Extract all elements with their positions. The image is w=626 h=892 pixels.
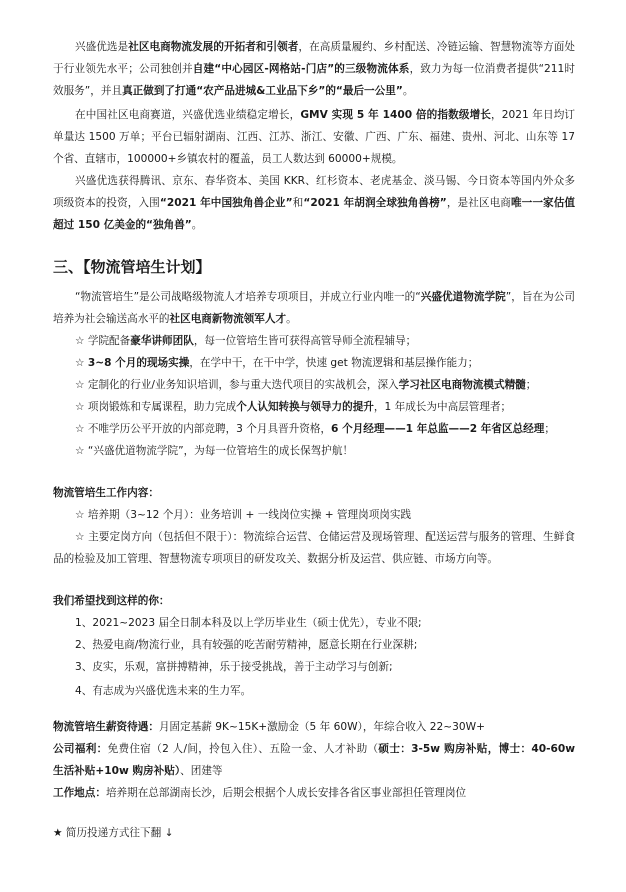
text: ，在高质量履约、乡村配送、冷链运输、智慧物流等方面处于行业领先水平；公司独创并: [53, 41, 576, 75]
text: ，致力为每一位消费者提供“211时效服务”，并且: [53, 63, 576, 97]
text: 兴盛优选获得腾讯、京东、春华资本、美国 KKR、红杉资本、老虎基金、淡马锡、今日资本等国内外众多项级资本的投资，入围: [53, 175, 575, 209]
text: 、团建等: [180, 765, 223, 777]
work-item: ☆ 主要定岗方向（包括但不限于）：物流综合运营、仓储运营及现场管理、配送运营与服务的管理、生鲜食品的检验及加工管理、智慧物流专项项目的研发攻关、数据分析及运营、供应链、市场方向等。: [53, 531, 575, 565]
bold-text: 学习社区电商物流模式精髓: [398, 379, 526, 391]
bold-text: “2021 年中国独角兽企业”: [159, 197, 293, 209]
welfare-label: 公司福利：: [53, 743, 108, 755]
bold-text: 3~8 个月的现场实操: [87, 357, 190, 369]
bold-text: 个人认知转换与领导力的提升: [236, 401, 374, 413]
text: 。: [402, 85, 414, 97]
bold-text: 真正做到了打通“农产品进城&工业品下乡”的“最后一公里”: [122, 85, 403, 97]
text: ，在学中干，在干中学，快速 get 物流逻辑和基层操作能力；: [189, 357, 479, 369]
bold-text: 自建“中心园区-网格站-门店”的三级物流体系: [192, 63, 410, 75]
requirement-item: 3、皮实，乐观，富拼搏精神，乐于接受挑战，善于主动学习与创新;: [75, 661, 393, 673]
text: ☆ 定制化的行业/业务知识培训，参与重大迭代项目的实战机会，深入: [75, 379, 399, 391]
salary-text: 月固定基薪 9K~15K+激励金（5 年 60W），年综合收入 22~30W+: [158, 721, 485, 733]
bold-text: 社区电商物流发展的开拓者和引领者: [128, 41, 299, 53]
location-text: 培养期在总部湖南长沙，后期会根据个人成长安排各省区事业部担任管理岗位: [105, 787, 467, 799]
bold-text: 唯一一家估值超过 150 亿美金的“独角兽”: [53, 197, 575, 231]
work-content-title: 物流管培生工作内容：: [53, 487, 159, 499]
section-intro-paragraph: [53, 286, 575, 330]
text: 在中国社区电商赛道，兴盛优选业绩稳定增长，: [75, 109, 301, 121]
bold-text: 硕士：3-5w 购房补贴，博士：40-60w 生活补贴+10w 购房补贴）: [53, 743, 576, 777]
salary-label: 物流管培生薪资待遇：: [53, 721, 159, 733]
text: ”，旨在为公司培养为社会输送高水平的: [53, 291, 575, 325]
wish-title: 我们希望找到这样的你：: [53, 595, 170, 607]
intro-paragraph-1: [53, 36, 575, 102]
intro-paragraph-3: [53, 170, 575, 236]
benefit-item: ☆ “兴盛优道物流学院”，为每一位管培生的成长保驾护航！: [75, 445, 354, 457]
bold-text: “2021 年胡润全球独角兽榜”: [303, 197, 447, 209]
benefit-item: [75, 374, 536, 396]
requirement-item: 2、热爱电商/物流行业，具有较强的吃苦耐劳精神，愿意长期在行业深耕;: [75, 639, 418, 651]
benefit-item: [75, 396, 511, 418]
benefit-item: [75, 330, 416, 352]
section-heading: 三、【物流管培生计划】: [53, 258, 211, 276]
bold-text: 社区电商新物流领军人才: [169, 313, 287, 325]
text: 和: [292, 197, 304, 209]
text: 。: [286, 313, 297, 325]
benefit-item: [75, 418, 555, 440]
text: ☆ 学院配备: [75, 335, 131, 347]
bold-text: GMV 实现 5 年 1400 倍的指数级增长: [300, 109, 492, 121]
text: ☆ 项岗锻炼和专属课程，助力完成: [75, 401, 237, 413]
text: ☆: [75, 357, 88, 369]
benefit-item: [75, 352, 478, 374]
footer-note: ★ 简历投递方式往下翻 ↓: [53, 827, 174, 839]
text: ，每一位管培生皆可获得高管导师全流程辅导；: [193, 335, 417, 347]
bold-text: 兴盛优道物流学院: [420, 291, 506, 303]
requirement-item: 4、有志成为兴盛优选未来的生力军。: [75, 685, 252, 697]
text: “物流管培生”是公司战略级物流人才培养专项项目，并成立行业内唯一的“: [75, 291, 421, 303]
welfare-line: [53, 738, 575, 782]
text: ；: [525, 379, 537, 391]
bold-text: 豪华讲师团队: [130, 335, 194, 347]
text: 免费住宿（2 人/间，拎包入住）、五险一金、人才补助（: [107, 743, 379, 755]
bold-text: 6 个月经理——1 年总监——2 年省区总经理: [331, 423, 545, 435]
requirement-item: 1、2021~2023 届全日制本科及以上学历毕业生（硕士优先），专业不限;: [75, 617, 422, 629]
location-line: [53, 782, 466, 804]
text: ，2021 年日均订单量达 1500 万单；平台已辐射湖南、江西、江苏、浙江、安徽、广西、广东、福建、贵州、河北、山东等 17 个省、直辖市，100000+乡镇农村的覆盖，员工人数达到 60000+规模。: [53, 109, 576, 165]
text: ，1 年成长为中高层管理者；: [373, 401, 512, 413]
text: ，是社区电商: [446, 197, 511, 209]
intro-paragraph-2: [53, 104, 575, 170]
text: ☆ 不唯学历公平开放的内部竞聘，3 个月具晋升资格，: [75, 423, 332, 435]
location-label: 工作地点：: [53, 787, 106, 799]
text: ；: [544, 423, 555, 435]
salary-line: [53, 716, 485, 738]
text: 。: [191, 219, 203, 231]
text: 兴盛优选是: [75, 41, 129, 53]
work-item: ☆ 培养期（3~12 个月）：业务培训 + 一线岗位实操 + 管理岗项岗实践: [75, 509, 412, 521]
